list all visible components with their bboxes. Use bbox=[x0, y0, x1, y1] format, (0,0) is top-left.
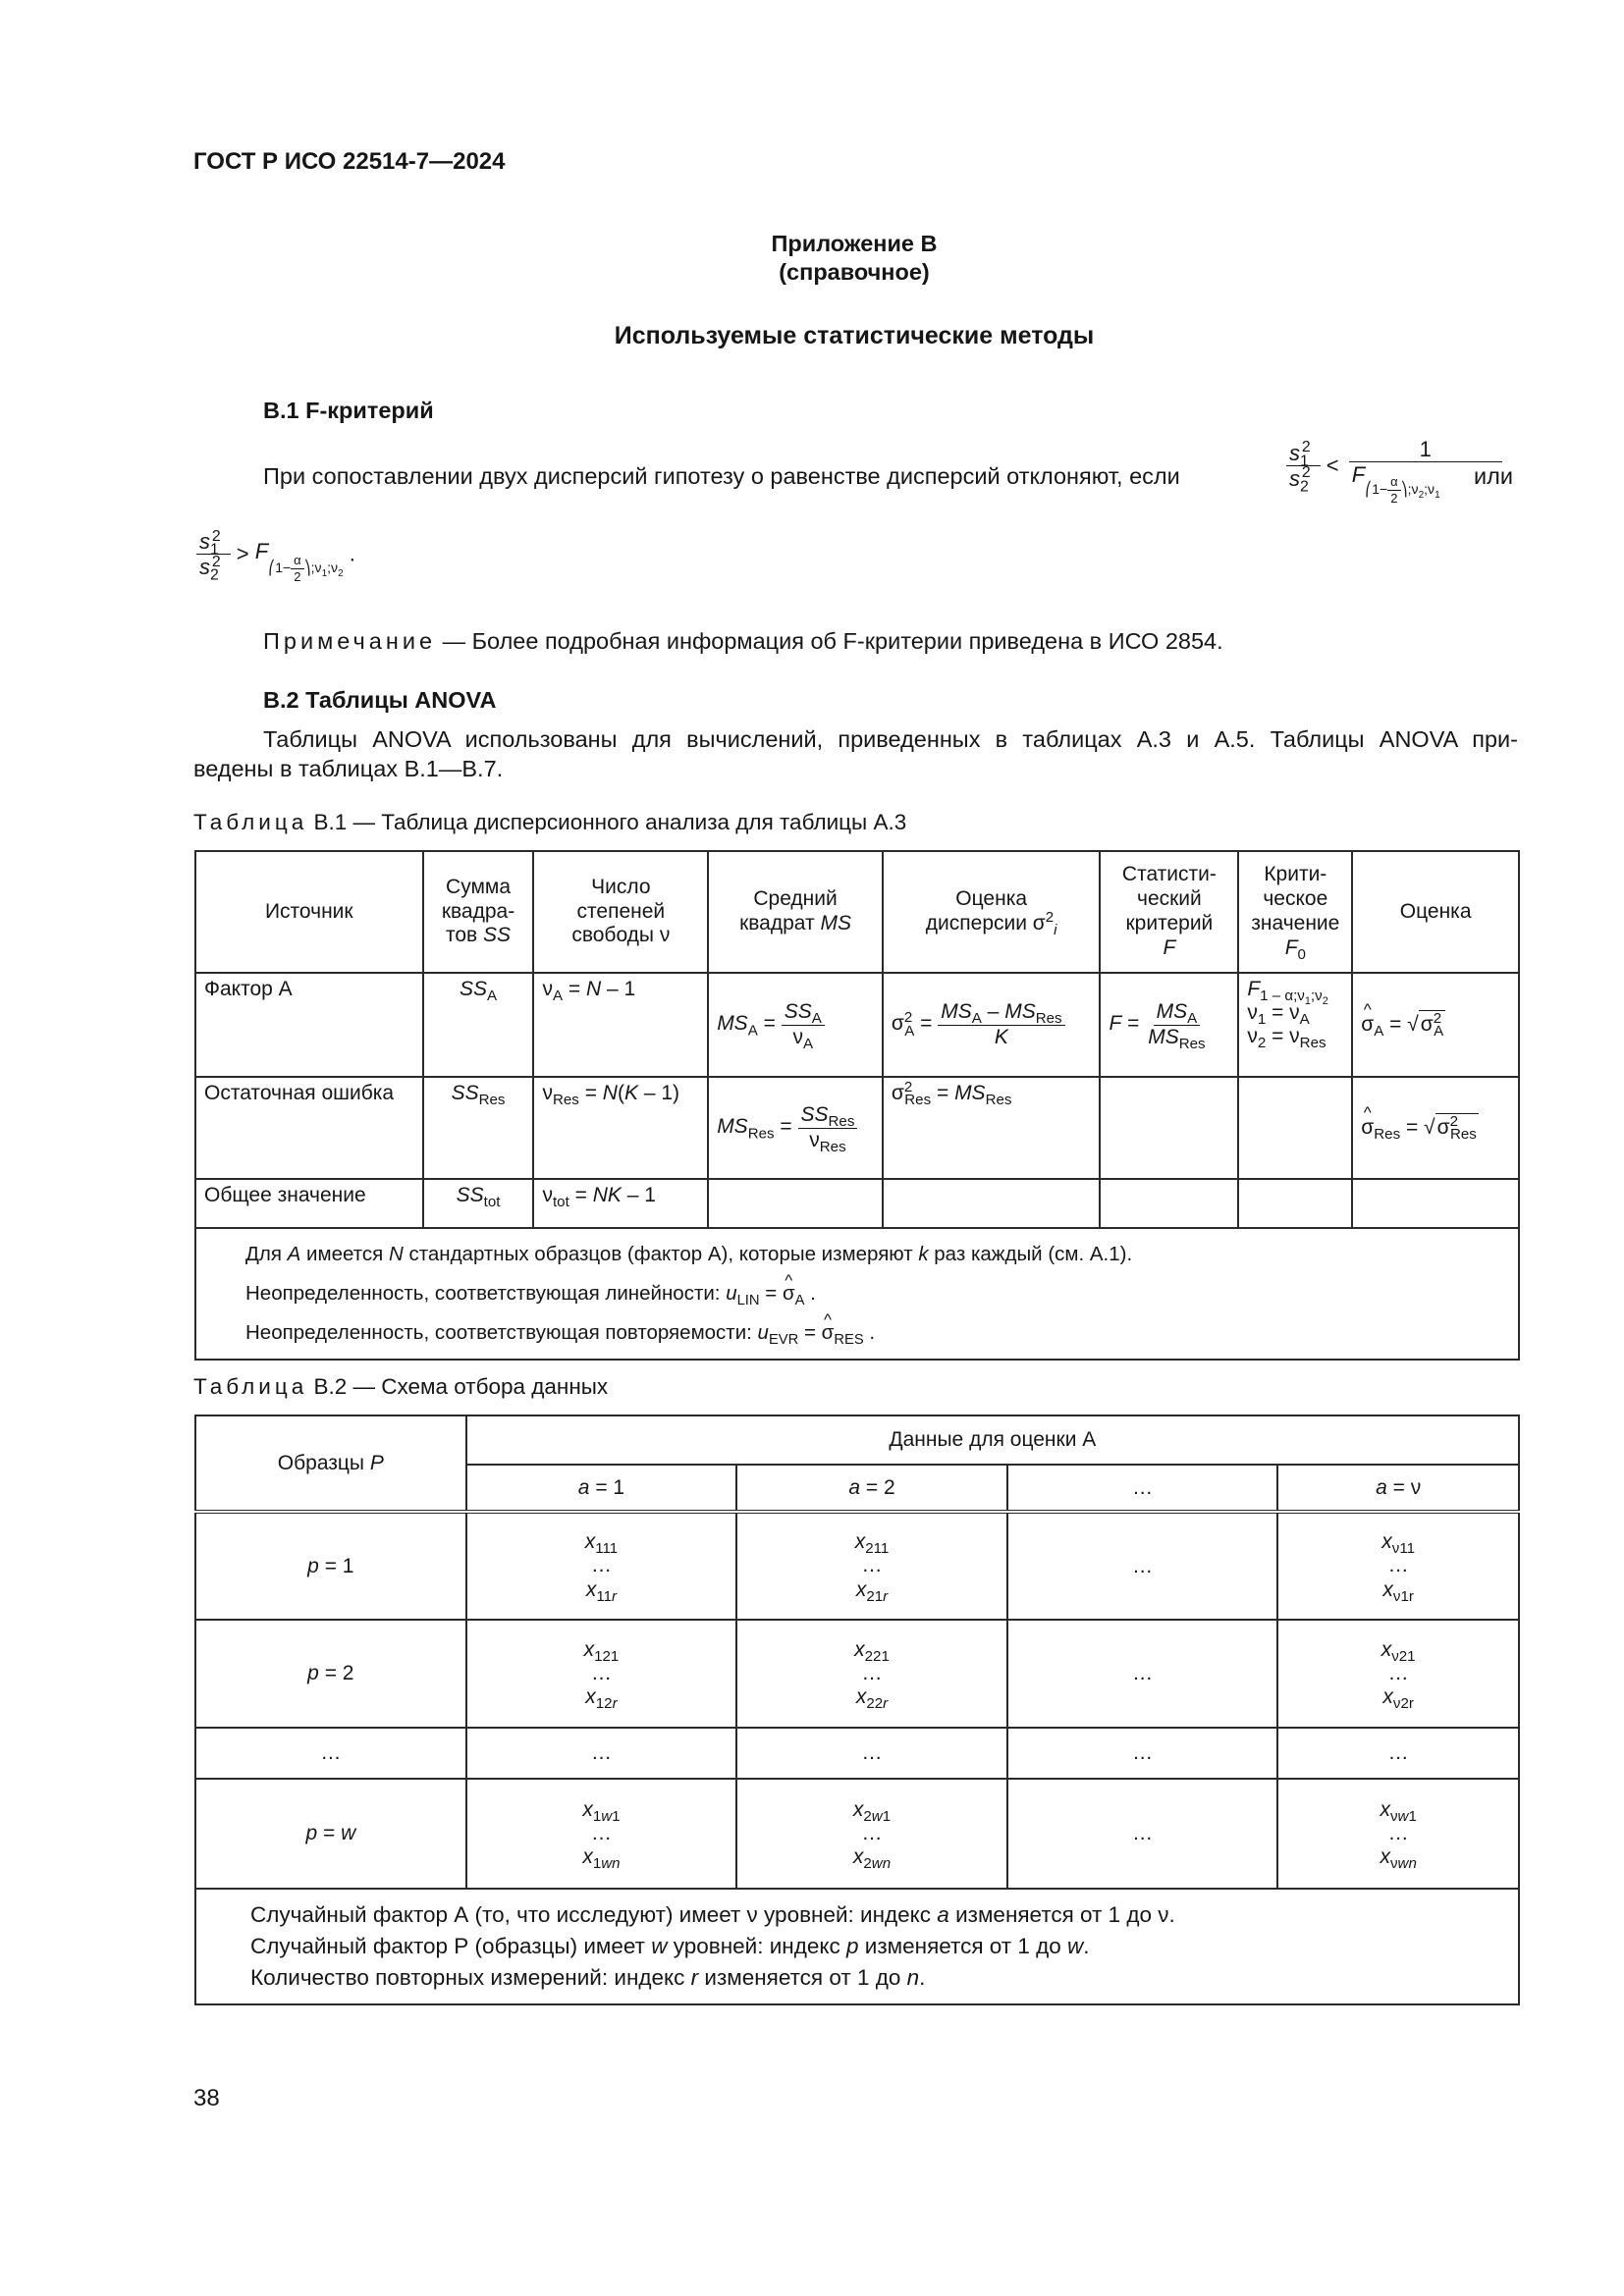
footnote-line-2: Неопределенность, соответствующая линейности: $u_{LIN}$ = ^ $\sigma_A$ . bbox=[245, 1274, 1469, 1313]
f0-residual bbox=[1238, 1077, 1352, 1179]
df-total: $\nu_{tot}$ = NK – 1 bbox=[533, 1179, 708, 1228]
page-number: 38 bbox=[193, 2085, 220, 2111]
footnote-line-3: Неопределенность, соответствующая повторяемости: $u_{EVR}$ = ^ $\sigma_{RES}$ . bbox=[245, 1313, 1469, 1353]
df-residual: $\nu_{Res} = N(K - 1)$ bbox=[533, 1077, 708, 1179]
ms-residual: $MS_{Res}$ = $\frac{SS_{Res}}{\nu_{Res}}$ bbox=[708, 1077, 883, 1179]
col-variance: Оценка дисперсии $\sigma^2_i$ bbox=[883, 851, 1101, 973]
row-label-total: Общее значение bbox=[195, 1179, 423, 1228]
table-b1-header-row bbox=[195, 851, 1519, 973]
document-header: ГОСТ Р ИСО 22514-7—2024 bbox=[193, 148, 506, 175]
col-a1: a = 1 bbox=[466, 1465, 737, 1512]
table-b1-footnote bbox=[195, 1228, 1519, 1360]
ss-residual: $SS_{Res}$ bbox=[423, 1077, 534, 1179]
table-b2-caption-label: Таблица bbox=[193, 1374, 308, 1399]
col-f0: Крити- ческое значение $F_0$ bbox=[1238, 851, 1352, 973]
section-b1-note bbox=[263, 628, 1223, 655]
table-b1-caption-text: В.1 — Таблица дисперсионного анализа для таблицы А.3 bbox=[313, 810, 907, 834]
table-b2-caption-text: В.2 — Схема отбора данных bbox=[313, 1374, 609, 1399]
appendix-title: Приложение В bbox=[771, 231, 938, 256]
col-data-group: Данные для оценки А bbox=[466, 1415, 1519, 1465]
b2-footnote-line-3: Количество повторных измерений: индекс r изменяется от 1 до n. bbox=[250, 1965, 926, 1990]
table-b2-header-row bbox=[195, 1415, 1519, 1465]
table-b2-caption bbox=[193, 1374, 608, 1400]
table-row: p = 1 $x_{111}$ … $x_{11r}$ $x_{211}$ … $x_{21r}$ … $x_{\nu 11}$ … $x_{\nu 1r}$ bbox=[195, 1512, 1519, 1620]
col-f: Статисти- ческий критерий F bbox=[1100, 851, 1238, 973]
table-b2-footnote bbox=[195, 1889, 1519, 2004]
section-b2-title: В.2 Таблицы ANOVA bbox=[263, 687, 497, 713]
col-ss: Сумма квадра- тов SS bbox=[423, 851, 534, 973]
section-b2-para-line1: Таблицы ANOVA использованы для вычислений, приведенных в таблицах А.3 и А.5. Таблицы ANOVA при- bbox=[263, 726, 1518, 752]
table-b1 bbox=[194, 850, 1520, 1361]
col-av: a = ν bbox=[1277, 1465, 1519, 1512]
col-source: Источник bbox=[195, 851, 423, 973]
note-label: Примечание bbox=[263, 628, 437, 654]
appendix-heading: Используемые статистические методы bbox=[614, 322, 1095, 349]
ms-factor: $MS_A$ = $\frac{SS_A}{\nu_A}$ bbox=[708, 973, 883, 1077]
table-row bbox=[195, 1179, 1519, 1228]
footnote-line-1: Для A имеется N стандартных образцов (фактор А), которые измеряют k раз каждый (см. А.1). bbox=[245, 1243, 1133, 1265]
est-factor: ^ $\sigma_A = √\sigma^2_A$ bbox=[1352, 973, 1519, 1077]
section-b2-para-line2: ведены в таблицах В.1—В.7. bbox=[193, 756, 504, 781]
ss-factor: $SS_A$ bbox=[423, 973, 534, 1077]
table-b1-caption bbox=[193, 810, 906, 835]
table-row bbox=[195, 973, 1519, 1077]
df-factor: $\nu_A = N - 1$ bbox=[533, 973, 708, 1077]
f-test-formula-1: $\frac{s_1^2}{s_2^2}$ < 1 $F_{⎛1- \frac{\alpha}{2} ⎞;\nu_2;\nu_1}$ bbox=[1286, 438, 1502, 494]
col-a-ellipsis: … bbox=[1007, 1465, 1278, 1512]
col-samples: Образцы P bbox=[195, 1415, 466, 1512]
col-a2: a = 2 bbox=[736, 1465, 1007, 1512]
col-ms: Средний квадрат MS bbox=[708, 851, 883, 973]
var-residual: $\sigma^2_{Res} = MS_{Res}$ bbox=[883, 1077, 1101, 1179]
ss-total: $SS_{tot}$ bbox=[423, 1179, 534, 1228]
b2-footnote-line-1: Случайный фактор А (то, что исследуют) имеет ν уровней: индекс a изменяется от 1 до ν. bbox=[250, 1902, 1175, 1927]
section-b1-paragraph: При сопоставлении двух дисперсий гипотезу о равенстве дисперсий отклоняют, если bbox=[263, 463, 1180, 489]
table-b2 bbox=[194, 1415, 1520, 2005]
f-factor: F = $\frac{MS_A}{MS_{Res}}$ bbox=[1100, 973, 1238, 1077]
note-text: — Более подробная информация об F-критерии приведена в ИСО 2854. bbox=[442, 628, 1223, 654]
col-df: Число степеней свободы ν bbox=[533, 851, 708, 973]
est-residual: ^ $\sigma_{Res} = √\sigma^2_{Res}$ bbox=[1352, 1077, 1519, 1179]
row-label-factor: Фактор А bbox=[195, 973, 423, 1077]
f0-factor: $F_{1 - \alpha;\nu_1;\nu_2}$ $\nu_1 = \nu_A$ $\nu_2 = \nu_{Res}$ bbox=[1238, 973, 1352, 1077]
f-test-formula-2: $\frac{s_1^2}{s_2^2}$ > $F_{⎛1- \frac{\alpha}{2} ⎞;\nu_1;\nu_2}$ . bbox=[196, 530, 355, 578]
table-row bbox=[195, 1077, 1519, 1179]
var-factor: $\sigma^2_A$ = $\frac{MS_A - MS_{Res}}{K}$ bbox=[883, 973, 1101, 1077]
table-row: p = w $x_{1w1}$ … $x_{1wn}$ $x_{2w1}$ … $x_{2wn}$ … $x_{\nu w1}$ … $x_{\nu wn}$ bbox=[195, 1779, 1519, 1889]
table-b1-caption-label: Таблица bbox=[193, 810, 308, 834]
b2-footnote-line-2: Случайный фактор Р (образцы) имеет w уровней: индекс p изменяется от 1 до w. bbox=[250, 1934, 1090, 1958]
or-word: или bbox=[1474, 463, 1513, 489]
col-estimate: Оценка bbox=[1352, 851, 1519, 973]
appendix-status: (справочное) bbox=[779, 259, 930, 285]
section-b1-title: В.1 F-критерий bbox=[263, 398, 434, 423]
table-row: … … … … … bbox=[195, 1728, 1519, 1779]
table-row: p = 2 $x_{121}$ … $x_{12r}$ $x_{221}$ … $x_{22r}$ … $x_{\nu 21}$ … $x_{\nu 2r}$ bbox=[195, 1620, 1519, 1728]
row-label-residual: Остаточная ошибка bbox=[195, 1077, 423, 1179]
f-residual bbox=[1100, 1077, 1238, 1179]
